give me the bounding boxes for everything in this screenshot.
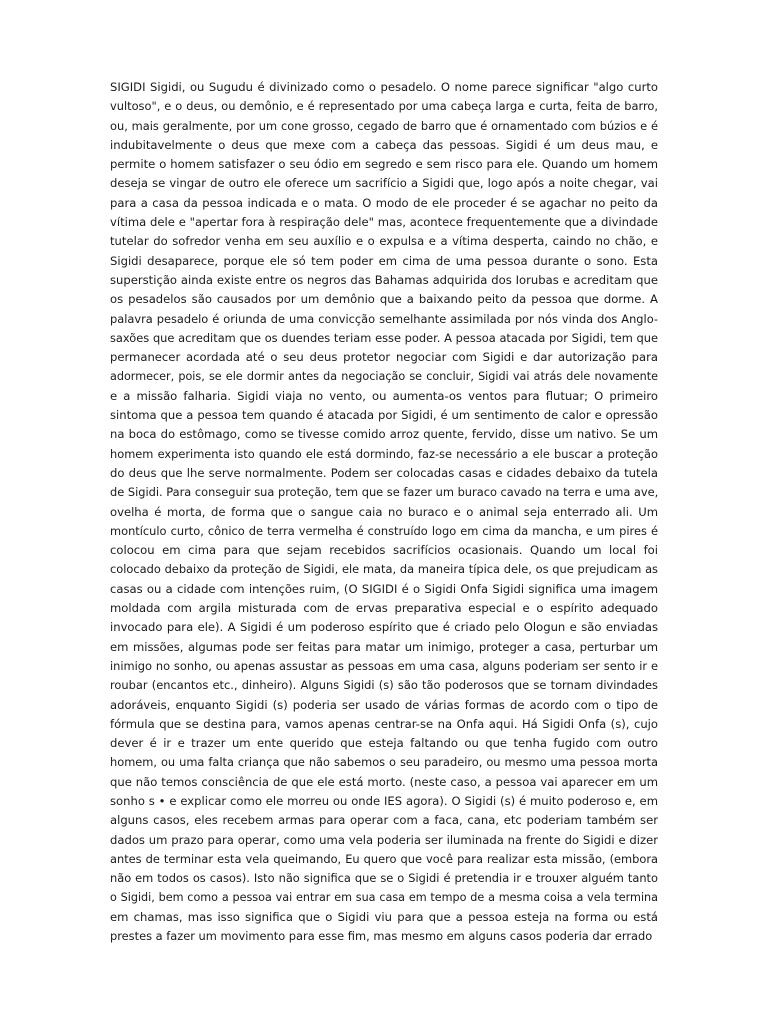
text-line: e a missão falharia. Sigidi viaja no vento, ou aumenta-os ventos para flutuar; O primeiro bbox=[110, 388, 658, 403]
text-line: sonho s • e explicar como ele morreu ou onde IES agora). O Sigidi (s) é muito poderoso e, em bbox=[110, 793, 658, 808]
text-line: colocado debaixo da proteção de Sigidi, ele mata, da maneira típica dele, os que prejudicam as bbox=[110, 562, 658, 577]
body-text bbox=[110, 78, 658, 946]
text-line: montículo curto, cônico de terra vermelha é construído logo em cima da mancha, e um pires é bbox=[110, 523, 658, 538]
text-line: ovelha é morta, de forma que o sangue caia no buraco e o animal seja enterrado ali. Um bbox=[110, 504, 658, 519]
text-line: colocou em cima para que sejam recebidos sacrifícios ocasionais. Quando um local foi bbox=[110, 543, 658, 558]
text-line: na boca do estômago, como se tivesse comido arroz quente, fervido, disse um nativo. Se um bbox=[110, 427, 658, 442]
text-line: dever é ir e trazer um ente querido que esteja faltando ou que tenha fugido com outro bbox=[110, 736, 658, 751]
text-line: indubitavelmente o deus que mexe com a cabeça das pessoas. Sigidi é um deus mau, e bbox=[110, 137, 658, 152]
text-line: de Sigidi. Para conseguir sua proteção, tem que se fazer um buraco cavado na terra e uma ave, bbox=[110, 485, 658, 500]
text-line: roubar (encantos etc., dinheiro). Alguns Sigidi (s) são tão poderosos que se tornam divindades bbox=[110, 678, 658, 693]
text-line: prestes a fazer um movimento para esse fim, mas mesmo em alguns casos poderia dar errado bbox=[110, 929, 653, 944]
text-line: deseja se vingar de outro ele oferece um sacrifício a Sigidi que, logo após a noite chegar, vai bbox=[110, 176, 658, 191]
text-line: palavra pesadelo é oriunda de uma convicção semelhante assimilada por nós vinda dos Anglo- bbox=[110, 311, 658, 326]
text-line: adormecer, pois, se ele dormir antes da negociação se concluir, Sigidi vai atrás dele novamente bbox=[110, 370, 658, 384]
text-line: antes de terminar esta vela queimando, Eu quero que você para realizar esta missão, (embora bbox=[110, 851, 658, 866]
text-line: que não temos consciência de que ele está morto. (neste caso, a pessoa vai aparecer em um bbox=[110, 774, 658, 789]
text-line: Sigidi desaparece, porque ele só tem poder em cima de uma pessoa durante o sono. Esta bbox=[110, 253, 658, 268]
text-line: para a casa da pessoa indicada e o mata. O modo de ele proceder é se agachar no peito da bbox=[110, 195, 658, 210]
text-line: ou, mais geralmente, por um cone grosso, cegado de barro que é ornamentado com búzios e é bbox=[110, 118, 658, 133]
text-line: adoráveis, enquanto Sigidi (s) poderia ser usado de várias formas de acordo com o tipo de bbox=[110, 697, 658, 712]
text-line: invocado para ele). A Sigidi é um poderoso espírito que é criado pelo Ologun e são enviadas bbox=[110, 620, 658, 635]
text-line: SIGIDI Sigidi, ou Sugudu é divinizado como o pesadelo. O nome parece significar "algo curto bbox=[110, 80, 658, 94]
text-line: não em todos os casos). Isto não significa que se o Sigidi é pretendia ir e trouxer alguém tanto bbox=[110, 871, 658, 886]
text-line: o Sigidi, bem como a pessoa vai entrar em sua casa em tempo de a mesma coisa a vela termina bbox=[110, 891, 658, 905]
text-line: moldada com argila misturada com de ervas preparativa especial e o espírito adequado bbox=[110, 601, 658, 616]
text-line: alguns casos, eles recebem armas para operar com a faca, cana, etc poderiam também ser bbox=[110, 813, 658, 828]
text-line: em missões, algumas pode ser feitas para matar um inimigo, proteger a casa, perturbar um bbox=[110, 639, 658, 654]
text-line: saxões que acreditam que os duendes teriam esse poder. A pessoa atacada por Sigidi, tem que bbox=[110, 330, 658, 345]
text-line: permanecer acordada até o seu deus protetor negociar com Sigidi e dar autorização para bbox=[110, 350, 658, 365]
text-line: sintoma que a pessoa tem quando é atacada por Sigidi, é um sentimento de calor e opressão bbox=[110, 408, 658, 423]
text-line: inimigo no sonho, ou apenas assustar as pessoas em uma casa, alguns poderiam ser sento ir e bbox=[110, 658, 658, 673]
text-line: fórmula que se destina para, vamos apenas centrar-se na Onfa aqui. Há Sigidi Onfa (s), cujo bbox=[110, 716, 658, 731]
text-line: do deus que lhe serve normalmente. Podem ser colocadas casas e cidades debaixo da tutela bbox=[110, 465, 658, 480]
text-line: vultoso", e o deus, ou demônio, e é representado por uma cabeça larga e curta, feita de barro, bbox=[110, 99, 658, 114]
text-line: casas ou a cidade com intenções ruim, (O SIGIDI é o Sigidi Onfa Sigidi significa uma imagem bbox=[110, 581, 658, 596]
text-line: os pesadelos são causados por um demônio que a baixando peito da pessoa que dorme. A bbox=[110, 292, 658, 307]
text-line: dados um prazo para operar, como uma vela poderia ser iluminada na frente do Sigidi e dizer bbox=[110, 832, 658, 847]
text-line: superstição ainda existe entre os negros das Bahamas adquirida dos Iorubas e acreditam que bbox=[110, 272, 658, 287]
text-line: homem, ou uma falta criança que não sabemos o seu paradeiro, ou mesmo uma pessoa morta bbox=[110, 755, 658, 770]
text-line: homem experimenta isto quando ele está dormindo, faz-se necessário a ele buscar a proteção bbox=[110, 446, 658, 461]
text-line: permite o homem satisfazer o seu ódio em segredo e sem risco para ele. Quando um homem bbox=[110, 157, 658, 172]
text-line: em chamas, mas isso significa que o Sigidi viu para que a pessoa esteja na forma ou está bbox=[110, 909, 658, 924]
text-line: tutelar do sofredor venha em seu auxílio e o expulsa e a vítima desperta, caindo no chão, e bbox=[110, 234, 658, 249]
text-line: vítima dele e "apertar fora à respiração dele" mas, acontece frequentemente que a divindade bbox=[110, 215, 658, 230]
